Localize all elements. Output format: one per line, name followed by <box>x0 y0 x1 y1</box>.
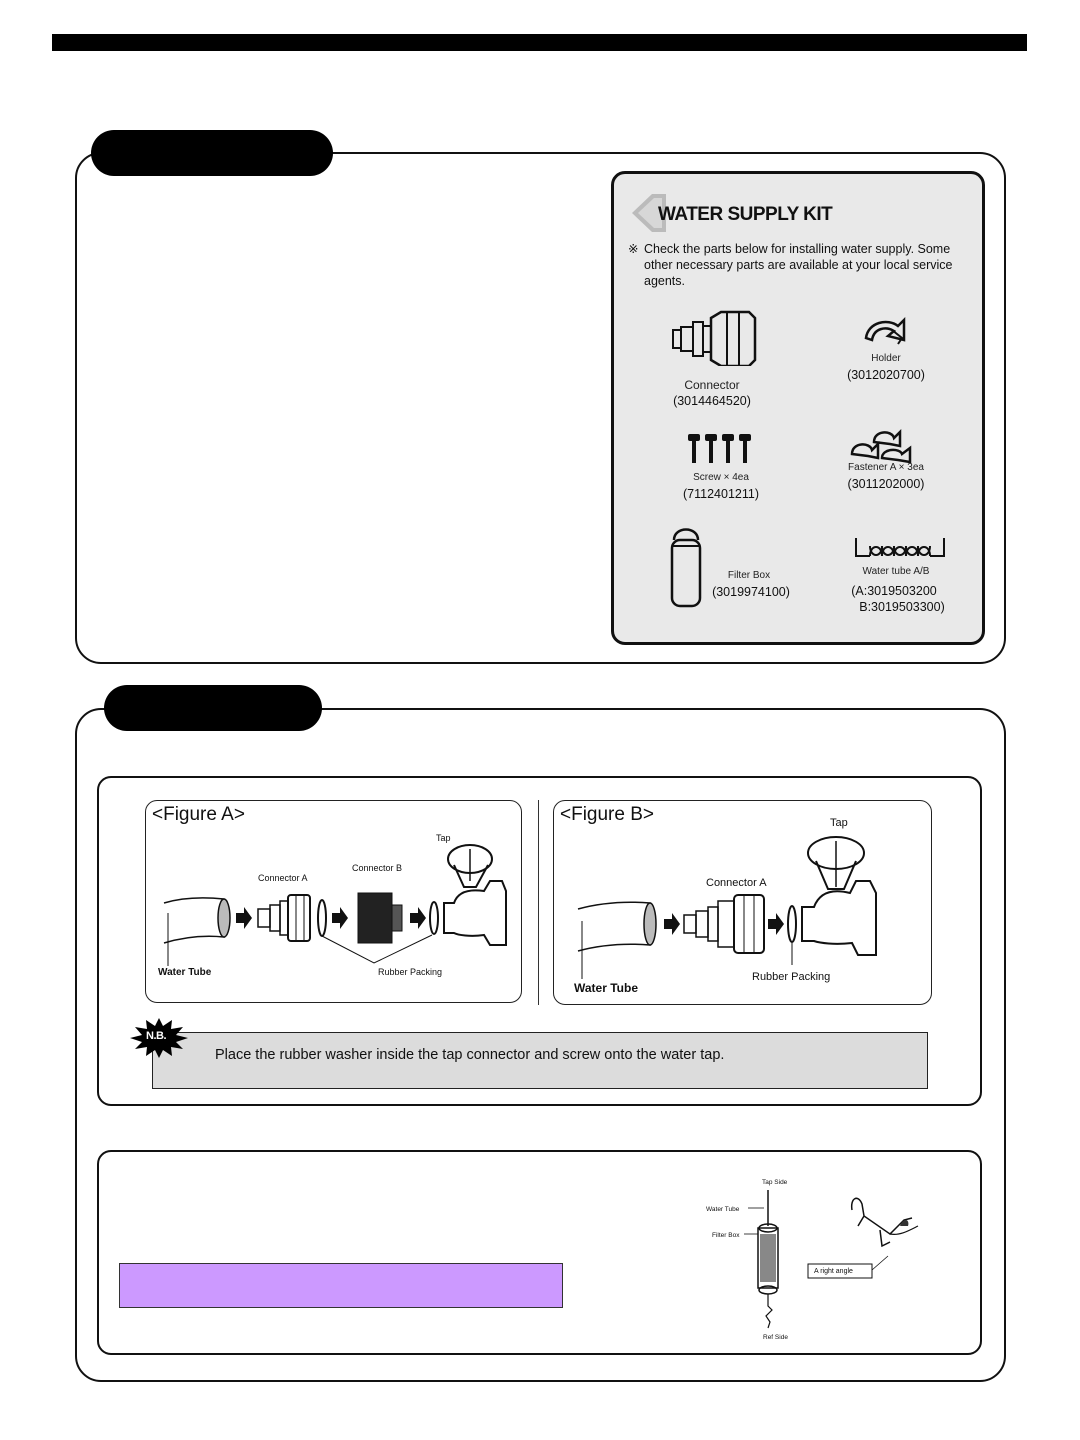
section-tab-1 <box>91 130 333 176</box>
nb-note-box <box>152 1032 928 1089</box>
figure-b-diagram <box>564 831 924 981</box>
screws-icon <box>686 432 756 468</box>
screw-code: (7112401211) <box>683 487 759 501</box>
holder-icon <box>862 316 908 348</box>
water-tube-icon <box>850 534 950 564</box>
figure-a-connector-b-label: Connector B <box>352 863 403 873</box>
kit-note-text: Check the parts below for installing water supply. Some other necessary parts are available at your local service agents. <box>644 242 953 288</box>
figure-b-rubber-packing-label: Rubber Packing <box>752 971 831 983</box>
figure-a-title: <Figure A> <box>152 804 245 825</box>
fastener-label: Fastener A × 3ea <box>848 462 924 473</box>
kit-title: WATER SUPPLY KIT <box>658 204 833 225</box>
figure-b-title: <Figure B> <box>560 804 654 825</box>
holder-code: (3012020700) <box>847 368 925 382</box>
filter-water-tube-label: Water Tube <box>706 1206 740 1213</box>
nb-badge: N.B. <box>146 1030 166 1042</box>
water-supply-kit-box <box>611 171 985 645</box>
figure-a-connector-a-label: Connector A <box>258 873 308 883</box>
note-mark: ※ <box>628 242 639 256</box>
figure-a-rubber-packing-label: Rubber Packing <box>378 967 443 977</box>
filter-install-diagram <box>740 1186 940 1332</box>
figure-a <box>145 800 522 1003</box>
figure-a-diagram <box>154 841 516 971</box>
fastener-icon <box>848 424 918 464</box>
section-tab-2 <box>104 685 322 731</box>
connector-label: Connector <box>684 378 740 392</box>
connector-code: (3014464520) <box>673 394 751 408</box>
figure-b-tap-label: Tap <box>830 817 848 829</box>
figure-b <box>553 800 932 1005</box>
filter-box-icon <box>668 524 704 616</box>
connector-icon <box>669 310 759 366</box>
filter-box-code: (3019974100) <box>712 585 790 599</box>
tap-side-label: Tap Side <box>762 1179 788 1186</box>
nb-note-text: Place the rubber washer inside the tap connector and screw onto the water tap. <box>215 1047 725 1063</box>
kit-note <box>628 241 979 289</box>
fastener-code: (3011202000) <box>847 477 925 491</box>
water-tube-label: Water tube A/B <box>862 566 930 577</box>
figure-divider <box>538 800 539 1005</box>
header-bar <box>52 34 1027 51</box>
ref-side-label: Ref Side <box>763 1334 788 1341</box>
filter-box-diagram-label: Filter Box <box>712 1232 740 1239</box>
figure-a-water-tube-label: Water Tube <box>158 967 212 978</box>
figure-a-tap-label: Tap <box>436 833 451 843</box>
right-angle-label: A right angle <box>814 1268 853 1275</box>
figure-b-connector-a-label: Connector A <box>706 877 767 889</box>
water-tube-code-a: (A:3019503200 <box>851 584 937 598</box>
filter-box-label: Filter Box <box>727 570 771 581</box>
screw-label: Screw × 4ea <box>693 472 749 483</box>
figure-b-water-tube-label: Water Tube <box>574 981 639 995</box>
water-tube-code-b: B:3019503300) <box>859 600 945 614</box>
holder-label: Holder <box>871 353 901 364</box>
highlight-bar <box>119 1263 563 1308</box>
